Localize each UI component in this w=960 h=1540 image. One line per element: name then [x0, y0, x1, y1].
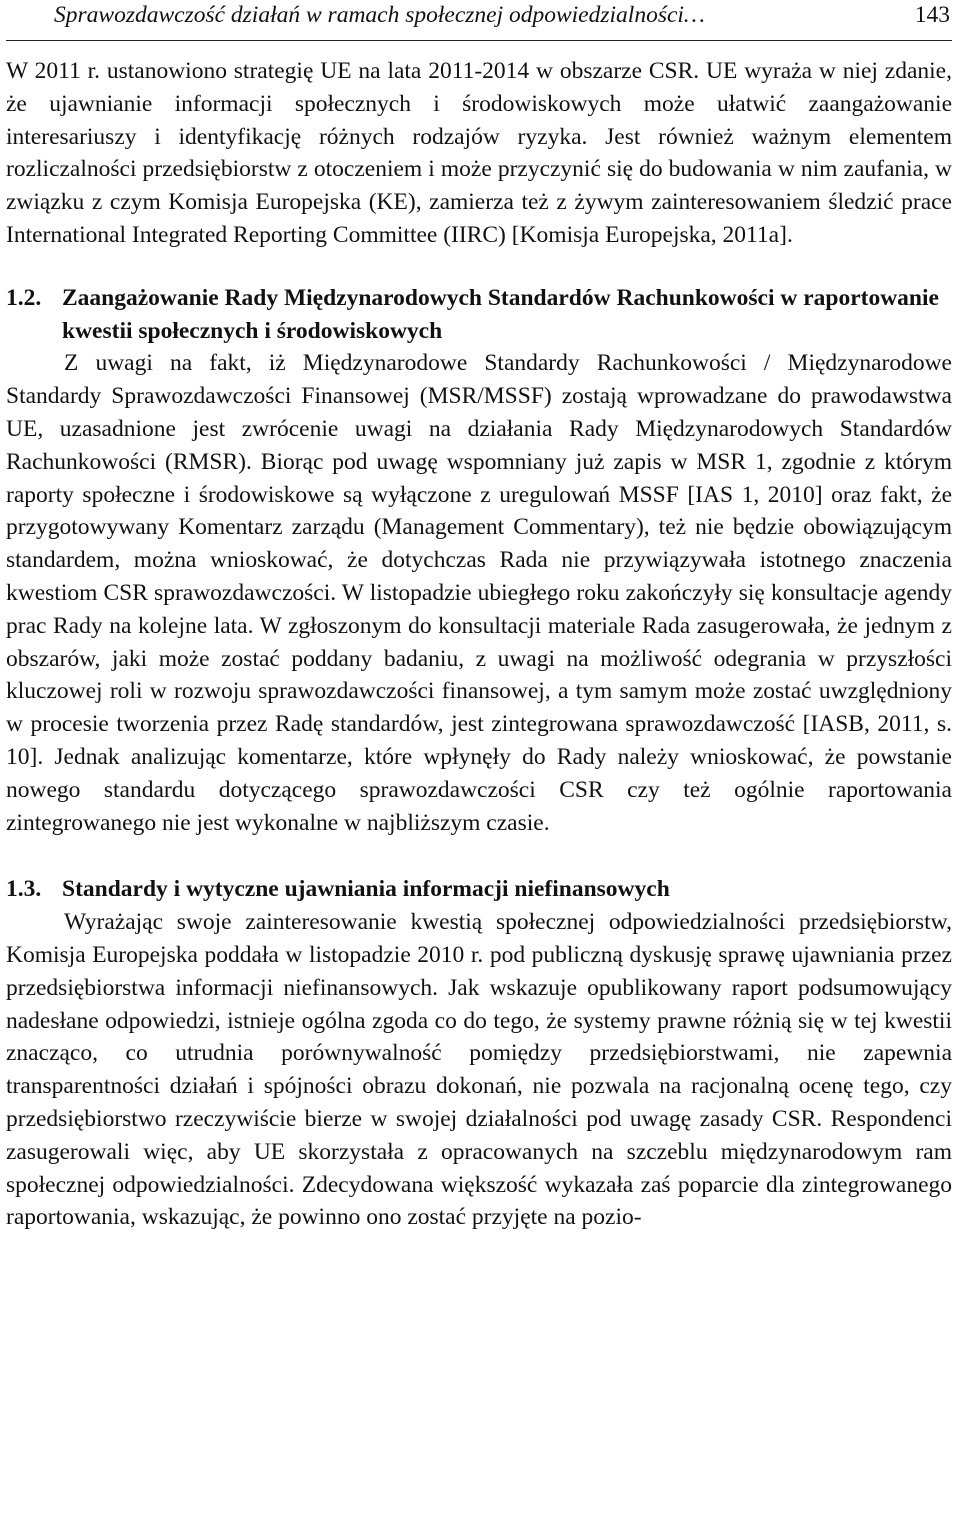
section-title: Standardy i wytyczne ujawniania informacji niefinansowych [62, 876, 670, 903]
section-number: 1.2. [6, 284, 42, 311]
running-title: Sprawozdawczość działań w ramach społecznej odpowiedzialności… [54, 2, 705, 28]
section-number: 1.3. [6, 876, 42, 903]
section-1-2-paragraph: Z uwagi na fakt, iż Międzynarodowe Standardy Rachunkowości / Międzynarodowe Standardy Sprawozdawczości Finansowej (MSR/MSSF) zostają wprowadzane do prawodawstwa UE, uzasadnione jest zwrócenie uwagi na działania Rady Międzynarodowych Standardów Rachunkowości (RMSR). Biorąc pod uwagę wspomniany już zapis w MSR 1, zgodnie z którym raporty społeczne i środowiskowe są wyłączone z uregulowań MSSF [IAS 1, 2010] oraz fakt, że przygotowywany Komentarz zarządu (Management Commentary), też nie będzie obowiązującym standardem, można wnioskować, że dotychczas Rada nie przywiązywała istotnego znaczenia kwestiom CSR sprawozdawczości. W listopadzie ubiegłego roku zakończyły się konsultacje agendy prac Rady na kolejne lata. W zgłoszonym do konsultacji materiale Rada zasugerowała, że jednym z obszarów, jaki może zostać poddany badaniu, z uwagi na możliwość odegrania w przyszłości kluczowej roli w rozwoju sprawozdawczości finansowej, a tym samym może zostać uwzględniony w procesie tworzenia przez Radę standardów, jest zintegrowana sprawozdawczość [IASB, 2011, s. 10]. Jednak analizując komentarze, które wpłynęły do Rady należy wnioskować, że powstanie nowego standardu dotyczącego sprawozdawczości CSR czy też ogólnie raportowania zintegrowanego nie jest wykonalne w najbliższym czasie. [6, 350, 952, 836]
section-1-3-paragraph: Wyrażając swoje zainteresowanie kwestią społecznej odpowiedzialności przedsiębiorstw, Komisja Europejska poddała w listopadzie 2010 r. pod publiczną dyskusję sprawę ujawniania przez przedsiębiorstwa informacji niefinansowych. Jak wskazuje opublikowany raport podsumowujący nadesłane odpowiedzi, istnieje ogólna zgoda co do tego, że systemy prawne różnią się w tej kwestii znacząco, co utrudnia porównywalność pomiędzy przedsiębiorstwami, nie zapewnia transparentności działań i spójności obrazu dokonań, nie pozwala na racjonalną ocenę tego, czy przedsiębiorstwo rzeczywiście bierze w swojej działalności pod uwagę zasady CSR. Respondenci zasugerowali więc, aby UE skorzystała z opracowanych na szczeblu międzynarodowym ram społecznej odpowiedzialności. Zdecydowana większość wykazała zaś poparcie dla zintegrowanego raportowania, wskazując, że powinno ono zostać przyjęte na pozio- [6, 909, 952, 1231]
intro-paragraph: W 2011 r. ustanowiono strategię UE na lata 2011-2014 w obszarze CSR. UE wyraża w niej zdanie, że ujawnianie informacji społecznych i środowiskowych może ułatwić zaangażowanie interesariuszy i identyfikację różnych rodzajów ryzyka. Jest również ważnym elementem rozliczalności przedsiębiorstw z otoczeniem i może przyczynić się do budowania w nim zaufania, w związku z czym Komisja Europejska (KE), zamierza też z żywym zainteresowaniem śledzić prace International Integrated Reporting Committee (IIRC) [Komisja Europejska, 2011a]. [6, 58, 952, 248]
section-heading-1-2 [6, 282, 952, 348]
page-header [6, 0, 952, 41]
section-heading-1-3 [6, 873, 952, 906]
document-page [6, 0, 952, 1234]
section-title: Zaangażowanie Rady Międzynarodowych Standardów Rachunkowości w raportowanie kwestii społecznych i środowiskowych [62, 284, 939, 344]
page-number: 143 [914, 2, 950, 28]
